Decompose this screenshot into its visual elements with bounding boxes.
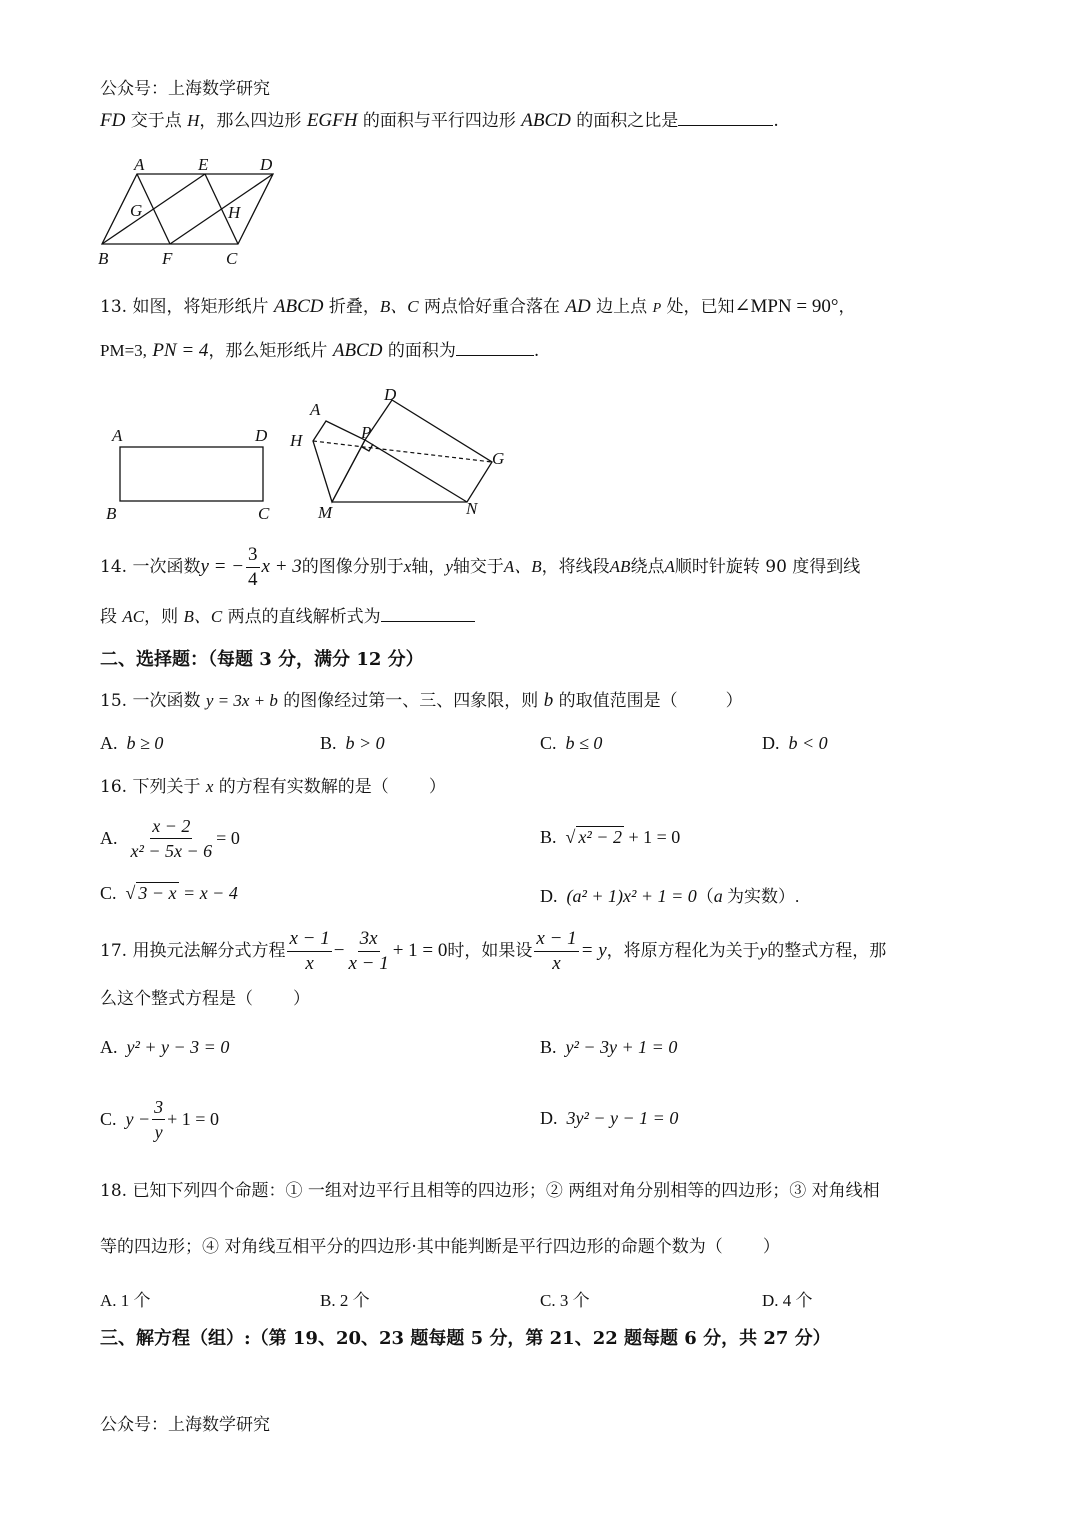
q16-option-a-rhs: = 0 [216, 827, 240, 848]
q13-fold-boundary [332, 400, 492, 502]
q16-option-a-label: A. [100, 827, 118, 848]
q12-t2: ，那么四边形 [199, 111, 307, 131]
q14-fraction-3-4 [246, 543, 260, 592]
q15-option-d-label: D. [762, 733, 780, 753]
q18-l2: 等的四边形；④ 对角线互相平分的四边形·其中能判断是平行四边形的命题个数为（ [100, 1237, 723, 1257]
footer-watermark: 公众号：上海数学研究 [100, 1415, 270, 1435]
q17-f1-den: x [305, 952, 314, 974]
q14-l1-y: y = − [200, 556, 245, 577]
q17-f2-num: 3x [358, 927, 380, 952]
q14-l2-b: ，则 [144, 607, 184, 627]
q15-option-c-label: C. [540, 733, 557, 753]
q15-option-a-value: b ≥ 0 [126, 733, 164, 753]
q15-stem-eq: y = 3x + b [205, 691, 278, 710]
q13-l2-end: . [533, 341, 540, 361]
q16-number: 16. [100, 777, 128, 797]
q14-frac-num: 3 [246, 543, 260, 568]
q14-l1-ya: y [445, 557, 453, 576]
q14-l1-a: 一次函数 [132, 557, 201, 577]
q16-option-d-eq: (a² + 1)x² + 1 = 0 [566, 886, 697, 906]
q15-option-d-value: b < 0 [788, 733, 828, 753]
section2-title: 二、选择题：（每题 3 分，满分 12 分） [100, 649, 424, 670]
q14-frac-den: 4 [248, 568, 258, 590]
q16-option-c-radicand: 3 − x [138, 883, 177, 903]
q13-fig1-label-b: B [106, 504, 117, 523]
q14-l1-a2: A [664, 557, 675, 576]
q13-dashed-hg [313, 441, 492, 462]
q14-l1-c: 轴， [411, 557, 446, 577]
q17-l1-c: ，将原方程化为关于 [606, 941, 760, 961]
q17-option-a-eq: y² + y − 3 = 0 [126, 1037, 230, 1057]
q14-l1-d: 轴交于 [452, 557, 504, 577]
q13-segment-mp [332, 440, 365, 502]
q14-l1-xa: x [403, 557, 412, 576]
q17-l1-d: 的整式方程，那 [767, 941, 887, 961]
q18-line1 [100, 1180, 880, 1202]
q15-option-b[interactable] [320, 733, 385, 754]
q13-fig1-label-c: C [258, 504, 270, 523]
q13-l1-f: ， [838, 297, 856, 317]
q15-number: 15. [100, 691, 128, 711]
q14-l2-c: 两点的直线解析式为 [222, 607, 381, 627]
q16-stem-x: x [205, 777, 214, 796]
q17-number: 17. [100, 941, 128, 961]
q13-l2-b: 的面积为 [382, 341, 456, 361]
q17-eqy: = y [580, 940, 607, 961]
q13-fig2-label-n: N [466, 499, 478, 518]
q18-l1: 已知下列四个命题：① 一组对边平行且相等的四边形；② 两组对角分别相等的四边形；③ 对角线相 [132, 1181, 880, 1201]
q15-stem-d: ） [725, 691, 743, 711]
q16-stem-c: ） [428, 777, 446, 797]
q16-a-den: x² − 5x − 6 [130, 840, 213, 861]
q12-end: . [773, 111, 779, 131]
q17-fraction-3 [534, 927, 578, 976]
q13-fig1-label-d: D [255, 426, 268, 445]
q16-option-a-fraction [129, 814, 215, 863]
q18-l2-end: ） [762, 1237, 780, 1257]
q18-option-d[interactable]: D. 4 个 [762, 1291, 813, 1310]
q13-l1-bc: B、C [379, 297, 419, 316]
q16-option-d-label: D. [540, 886, 558, 906]
q18-line2 [100, 1236, 780, 1258]
q13-fig1-label-a: A [112, 426, 123, 445]
q12-t4: 的面积之比是 [570, 111, 679, 131]
q13-l1-angle: ∠MPN = 90° [734, 296, 839, 317]
q14-l2-a: 段 [100, 607, 123, 627]
q14-line1 [100, 542, 860, 592]
q16-option-c-rhs: = x − 4 [183, 883, 238, 903]
q17-f3-num: x − 1 [534, 927, 578, 952]
q16-option-a[interactable] [100, 810, 240, 866]
q15-option-a[interactable] [100, 733, 163, 754]
q12-label-e: E [198, 155, 209, 174]
q14-number: 14. [100, 557, 128, 577]
q13-folded-figure [282, 380, 522, 525]
q13-l1-p: P [652, 301, 662, 316]
q15-stem-c: 的取值范围是（ [553, 691, 678, 711]
q12-fd: FD [100, 110, 126, 131]
q13-l1-d: 边上点 [590, 297, 653, 317]
q17-option-d-eq: 3y² − y − 1 = 0 [566, 1108, 679, 1128]
q16-option-b[interactable]: B. √ x² − 2 + 1 = 0 [540, 827, 681, 847]
q17-f1-num: x − 1 [287, 927, 331, 952]
q17-option-b-label: B. [540, 1037, 557, 1057]
q17-c-den: y [154, 1121, 163, 1142]
q12-label-b: B [98, 249, 109, 268]
q16-option-d-note2: 为实数）. [722, 887, 800, 906]
q12-egfh: EGFH [306, 110, 358, 131]
q12-parallelogram-abcd [102, 174, 273, 244]
q17-line1 [100, 924, 886, 978]
q16-option-c[interactable]: C. √ 3 − x = x − 4 [100, 883, 238, 903]
q13-fig2-label-g: G [492, 449, 505, 468]
q15-option-c-value: b ≤ 0 [565, 733, 603, 753]
q17-line2 [100, 988, 310, 1010]
q17-l1-b: 时，如果设 [447, 941, 533, 961]
q13-l1-e: 处，已知 [661, 297, 735, 317]
q13-fig2-label-m: M [318, 503, 333, 522]
q16-stem-a: 下列关于 [132, 777, 206, 797]
q18-option-b[interactable]: B. 2 个 [320, 1291, 370, 1310]
q13-rectangle-figure [100, 425, 280, 523]
q12-label-d: D [260, 155, 273, 174]
q14-l1-g: 顺时针旋转 90 度得到线 [674, 557, 861, 577]
q17-l1-a: 用换元法解分式方程 [132, 941, 286, 961]
q16-option-c-label: C. [100, 883, 117, 903]
q13-line1 [100, 296, 855, 320]
q13-l2-pm: PM=3, [100, 341, 147, 360]
q14-l2-ac: AC [122, 607, 145, 626]
q17-option-b[interactable] [540, 1037, 677, 1058]
q17-fraction-2 [346, 927, 390, 976]
q12-label-c: C [226, 249, 238, 268]
q16-a-num: x − 2 [150, 814, 192, 839]
q16-stem [100, 776, 446, 798]
q17-option-c-y: y − [125, 1108, 151, 1129]
q14-l1-x: x + 3 [261, 556, 302, 577]
q18-option-c[interactable]: C. 3 个 [540, 1291, 590, 1310]
header-watermark: 公众号：上海数学研究 [100, 79, 270, 99]
q12-label-g: G [130, 201, 143, 220]
q12-segment-be [102, 174, 205, 244]
q12-answer-blank [678, 125, 773, 126]
q17-l2-b: ） [293, 989, 310, 1009]
q15-stem-b: 的图像经过第一、三、四象限，则 [277, 691, 544, 711]
q15-option-d[interactable] [762, 733, 828, 754]
q13-line2 [100, 340, 539, 362]
q15-option-c[interactable] [540, 733, 602, 754]
q14-l1-f: 绕点 [630, 557, 665, 577]
q14-line2 [100, 606, 475, 628]
q13-l1-b: 折叠， [323, 297, 380, 317]
q17-minus: − [333, 940, 345, 961]
q17-rest: + 1 = 0 [392, 940, 448, 961]
q13-l1-c: 两点恰好重合落在 [418, 297, 566, 317]
q17-option-c[interactable] [100, 1092, 219, 1146]
q17-f2-den: x − 1 [348, 952, 389, 974]
q13-l1-abcd: ABCD [273, 296, 324, 317]
q17-option-c-rest: + 1 = 0 [167, 1108, 219, 1129]
q17-c-num: 3 [152, 1095, 165, 1120]
q16-option-d-note1: （ [696, 887, 714, 906]
q15-stem-a: 一次函数 [132, 691, 206, 711]
q17-option-c-fraction [152, 1095, 165, 1144]
q12-t1: 交于点 [125, 111, 188, 131]
q16-option-b-rhs: + 1 = 0 [628, 827, 681, 847]
q12-h: H [187, 111, 200, 130]
q13-fig2-label-h: H [290, 431, 303, 450]
q17-option-b-eq: y² − 3y + 1 = 0 [565, 1037, 678, 1057]
q14-l1-ab2: AB [609, 557, 631, 576]
q17-option-c-label: C. [100, 1108, 117, 1129]
q15-stem [100, 690, 743, 712]
q13-number: 13. [100, 297, 128, 317]
q14-l2-bc: B、C [183, 607, 223, 626]
q12-abcd: ABCD [521, 110, 571, 131]
q13-segment-pn [365, 440, 467, 502]
q18-number: 18. [100, 1181, 128, 1201]
q15-option-a-label: A. [100, 733, 118, 753]
q16-option-d-a: a [713, 886, 723, 906]
q17-option-a-label: A. [100, 1037, 118, 1057]
q13-fig2-label-d: D [384, 385, 397, 404]
q13-l1-ad: AD [565, 296, 591, 317]
q17-option-d-label: D. [540, 1108, 558, 1128]
q12-label-a: A [134, 155, 145, 174]
q13-answer-blank [456, 355, 534, 356]
q12-label-f: F [162, 249, 173, 268]
q13-fig2-label-p: P [361, 423, 372, 442]
q17-f3-den: x [552, 952, 561, 974]
q14-answer-blank [381, 621, 475, 622]
q18-option-a[interactable]: A. 1 个 [100, 1291, 151, 1310]
q16-option-b-radicand: x² − 2 [578, 827, 622, 847]
q14-l1-e: ，将线段 [541, 557, 610, 577]
q15-option-b-label: B. [320, 733, 337, 753]
q17-fraction-1 [287, 927, 331, 976]
q12-t3: 的面积与平行四边形 [357, 111, 522, 131]
q17-option-a[interactable] [100, 1037, 229, 1058]
q16-option-d[interactable] [540, 882, 799, 907]
q17-l2-a: 么这个整式方程是（ [100, 989, 253, 1009]
q16-option-b-label: B. [540, 827, 557, 847]
q12-label-h: H [228, 203, 241, 222]
section3-title: 三、解方程（组）:（第 19、20、23 题每题 5 分，第 21、22 题每题 6 分，共 27 分） [100, 1328, 831, 1349]
q17-option-d[interactable] [540, 1108, 678, 1129]
q15-stem-bv: b [543, 690, 554, 711]
q12-parallelogram-figure [90, 152, 290, 270]
q14-l1-b: 的图像分别于 [301, 557, 404, 577]
q13-l2-abcd: ABCD [332, 340, 383, 361]
q13-l2-pn: PN = 4 [152, 340, 209, 361]
q13-l1-a: 如图，将矩形纸片 [132, 297, 274, 317]
q16-stem-b: 的方程有实数解的是（ [213, 777, 389, 797]
q13-fig2-label-a: A [310, 400, 321, 419]
q12-text [100, 110, 779, 132]
q15-option-b-value: b > 0 [345, 733, 385, 753]
q13-l2-a: ，那么矩形纸片 [208, 341, 333, 361]
q14-l1-ab: A、B [503, 557, 542, 576]
q13-rectangle-abcd [120, 447, 263, 501]
q17-l1-y: y [759, 941, 768, 960]
